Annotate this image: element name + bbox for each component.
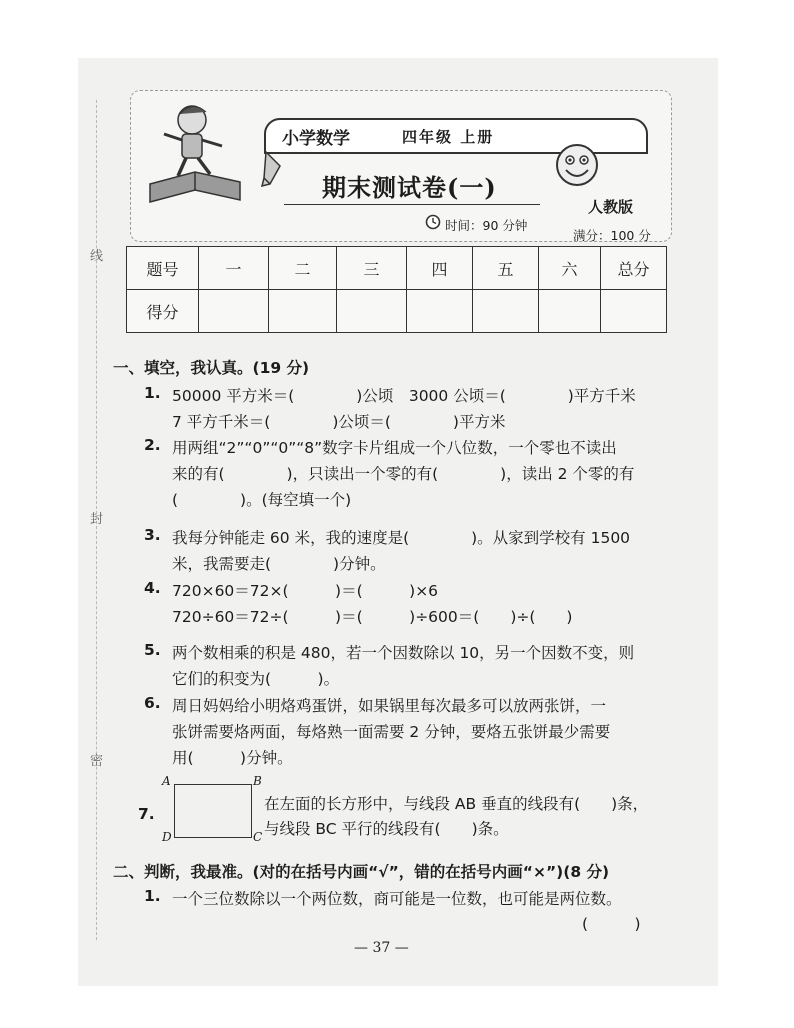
rectangle-figure <box>174 784 252 838</box>
question-text: 我每分钟能走 60 米，我的速度是( )。从家到学校有 1500 <box>172 529 631 547</box>
table-cell: 三 <box>337 247 407 290</box>
score-entry-cell[interactable] <box>407 290 473 333</box>
score-entry-cell[interactable] <box>337 290 407 333</box>
score-table <box>126 246 667 333</box>
score-entry-cell[interactable] <box>539 290 601 333</box>
score-entry-cell[interactable] <box>199 290 269 333</box>
table-cell: 总分 <box>601 247 667 290</box>
section-1-heading: 一、填空，我认真。(19 分) <box>113 359 310 377</box>
time-limit: 时间：90 分钟 <box>445 218 528 233</box>
score-entry-cell[interactable] <box>601 290 667 333</box>
score-entry-cell[interactable] <box>473 290 539 333</box>
full-score: 满分：100 分 <box>573 228 651 243</box>
question-number: 3. <box>144 526 161 544</box>
side-mark-line: 线 <box>90 249 104 264</box>
corner-label-d: D <box>162 830 172 844</box>
corner-label-b: B <box>253 774 262 788</box>
mascot-illustration <box>140 94 250 209</box>
table-cell: 五 <box>473 247 539 290</box>
question-text: ( )。(每空填一个) <box>172 491 352 509</box>
question-text: 张饼需要烙两面，每烙熟一面需要 2 分钟，要烙五张饼最少需要 <box>172 723 611 741</box>
clock-icon <box>425 214 441 230</box>
subject-label: 小学数学 <box>282 129 350 149</box>
side-mark-seal: 封 <box>90 512 104 527</box>
question-number: 5. <box>144 641 161 659</box>
table-cell: 四 <box>407 247 473 290</box>
corner-label-c: C <box>253 830 263 844</box>
table-cell: 题号 <box>127 247 199 290</box>
question-text: 用( )分钟。 <box>172 749 293 767</box>
question-text: 米，我需要走( )分钟。 <box>172 555 386 573</box>
title-underline <box>284 204 540 205</box>
question-text: 一个三位数除以一个两位数，商可能是一位数，也可能是两位数。 <box>172 890 622 908</box>
section-2-heading: 二、判断，我最准。(对的在括号内画“√”，错的在括号内画“×”)(8 分) <box>113 863 610 881</box>
edition-label: 人教版 <box>588 198 634 216</box>
question-text: 它们的积变为( )。 <box>172 670 340 688</box>
smiley-icon <box>552 140 602 190</box>
question-text: 7 平方千米＝( )公顷＝( )平方米 <box>172 413 506 431</box>
answer-parentheses[interactable]: ( ) <box>582 915 641 933</box>
question-number: 2. <box>144 436 161 454</box>
table-cell: 得分 <box>127 290 199 333</box>
exam-title: 期末测试卷(一) <box>322 173 497 202</box>
question-text: 50000 平方米＝( )公顷 3000 公顷＝( )平方千米 <box>172 387 636 405</box>
page-number: — 37 — <box>354 940 409 956</box>
question-text: 720×60＝72×( )＝( )×6 <box>172 582 439 600</box>
score-entry-cell[interactable] <box>269 290 337 333</box>
question-number: 4. <box>144 579 161 597</box>
question-text: 两个数相乘的积是 480，若一个因数除以 10，另一个因数不变，则 <box>172 644 635 662</box>
question-text: 与线段 BC 平行的线段有( )条。 <box>264 820 509 838</box>
table-row <box>127 290 667 333</box>
question-number: 1. <box>144 887 161 905</box>
table-cell: 一 <box>199 247 269 290</box>
grade-label: 四年级 上册 <box>402 128 495 146</box>
question-text: 在左面的长方形中，与线段 AB 垂直的线段有( )条， <box>264 795 649 813</box>
pencil-icon <box>258 150 288 190</box>
question-text: 来的有( )，只读出一个零的有( )，读出 2 个零的有 <box>172 465 635 483</box>
question-text: 周日妈妈给小明烙鸡蛋饼，如果锅里每次最多可以放两张饼，一 <box>172 697 607 715</box>
table-cell: 二 <box>269 247 337 290</box>
side-mark-secret: 密 <box>90 754 104 769</box>
table-row <box>127 247 667 290</box>
question-text: 720÷60＝72÷( )＝( )÷600＝( )÷( ) <box>172 608 573 626</box>
table-cell: 六 <box>539 247 601 290</box>
question-number: 1. <box>144 384 161 402</box>
question-number: 7. <box>138 805 155 823</box>
corner-label-a: A <box>162 774 171 788</box>
question-text: 用两组“2”“0”“0”“8”数字卡片组成一个八位数，一个零也不读出 <box>172 439 617 457</box>
question-number: 6. <box>144 694 161 712</box>
